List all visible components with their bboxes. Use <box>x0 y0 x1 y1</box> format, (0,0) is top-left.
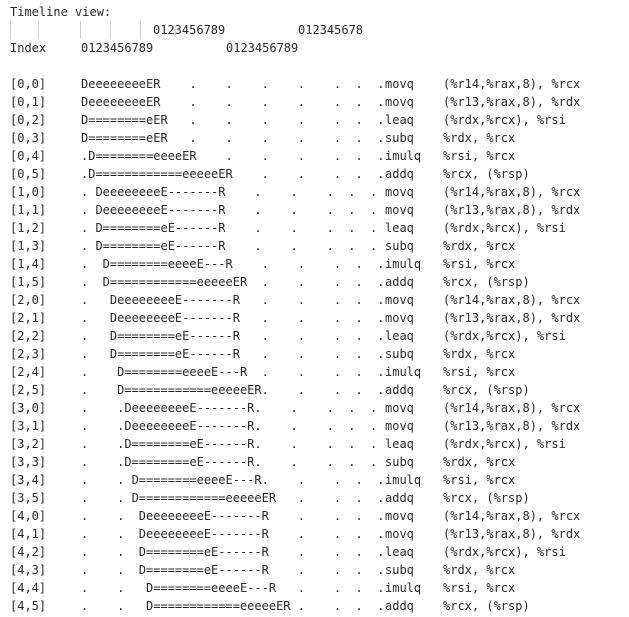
row-operands: (%rdx,%rcx), %rsi <box>443 113 566 127</box>
row-timeline: . D========eE------R . . . . . <box>81 221 378 235</box>
row-operands: %rcx, (%rsp) <box>443 383 530 397</box>
row-operands: (%r13,%rax,8), %rdx <box>443 419 581 433</box>
row-timeline: . D========eE------R . . . . . <box>81 239 378 253</box>
row-operands: %rcx, (%rsp) <box>443 275 530 289</box>
row-timeline: . . D============eeeeeER . . . . <box>81 599 385 613</box>
row-timeline: . D============eeeeeER. . . . . <box>81 383 385 397</box>
row-operands: (%r14,%rax,8), %rcx <box>443 509 581 523</box>
separator-line <box>80 21 81 39</box>
row-operands: %rsi, %rcx <box>443 365 516 379</box>
row-timeline: . .D========eE------R. . . . . <box>81 455 378 469</box>
row-opcode: addq <box>385 491 414 505</box>
row-timeline: . .D========eE------R. . . . . <box>81 437 378 451</box>
row-operands: (%r14,%rax,8), %rcx <box>443 185 581 199</box>
row-operands: %rcx, (%rsp) <box>443 167 530 181</box>
row-timeline: . DeeeeeeeeE-------R . . . . . <box>81 311 385 325</box>
row-opcode: movq <box>385 77 414 91</box>
row-operands: (%r13,%rax,8), %rdx <box>443 311 581 325</box>
row-index: [3,4] <box>10 473 47 487</box>
row-opcode: movq <box>385 311 414 325</box>
row-timeline: . . DeeeeeeeeE-------R . . . . <box>81 527 385 541</box>
row-operands: (%r14,%rax,8), %rcx <box>443 401 581 415</box>
row-index: [0,4] <box>10 149 47 163</box>
row-timeline: DeeeeeeeeER . . . . . . . <box>81 77 385 91</box>
row-index: [3,1] <box>10 419 47 433</box>
separator-line <box>110 21 111 39</box>
row-operands: %rsi, %rcx <box>443 257 516 271</box>
row-opcode: leaq <box>385 545 414 559</box>
row-timeline: . . D========eeeeE---R . . . . <box>81 581 385 595</box>
row-operands: (%rdx,%rcx), %rsi <box>443 329 566 343</box>
row-index: [4,1] <box>10 527 47 541</box>
row-timeline: . D========eeeeE---R . . . . . <box>81 365 385 379</box>
row-opcode: subq <box>385 455 414 469</box>
row-timeline: . D========eE------R . . . . . <box>81 329 385 343</box>
row-opcode: movq <box>385 293 414 307</box>
row-index: [0,0] <box>10 77 47 91</box>
row-opcode: addq <box>385 599 414 613</box>
row-index: [4,0] <box>10 509 47 523</box>
row-timeline: . DeeeeeeeeE-------R . . . . . <box>81 293 385 307</box>
digits-top-left: 0123456789 <box>153 23 226 37</box>
digits-top-right: 012345678 <box>298 23 364 37</box>
row-index: [1,2] <box>10 221 47 235</box>
row-timeline: . DeeeeeeeeE-------R . . . . . <box>81 185 378 199</box>
index-label: Index <box>10 41 47 55</box>
row-opcode: movq <box>385 509 414 523</box>
row-operands: %rdx, %rcx <box>443 131 516 145</box>
row-opcode: movq <box>385 527 414 541</box>
row-timeline: . . D========eE------R . . . . <box>81 563 385 577</box>
separator-line <box>140 21 141 39</box>
row-opcode: imulq <box>385 473 422 487</box>
row-opcode: movq <box>385 401 414 415</box>
row-opcode: movq <box>385 185 414 199</box>
row-timeline: DeeeeeeeeER . . . . . . . <box>81 95 385 109</box>
row-opcode: leaq <box>385 437 414 451</box>
row-timeline: .D============eeeeeER . . . . . <box>81 167 385 181</box>
row-opcode: addq <box>385 383 414 397</box>
row-index: [4,5] <box>10 599 47 613</box>
row-index: [0,2] <box>10 113 47 127</box>
row-index: [3,2] <box>10 437 47 451</box>
row-opcode: leaq <box>385 329 414 343</box>
row-timeline: . . D========eE------R . . . . <box>81 545 385 559</box>
header-index-row <box>0 39 299 57</box>
row-index: [1,3] <box>10 239 47 253</box>
row-index: [2,4] <box>10 365 47 379</box>
header-digits-top <box>0 21 364 39</box>
row-operands: (%rdx,%rcx), %rsi <box>443 221 566 235</box>
row-index: [1,0] <box>10 185 47 199</box>
row-index: [1,5] <box>10 275 47 289</box>
row-opcode: leaq <box>385 113 414 127</box>
row-opcode: subq <box>385 239 414 253</box>
title: Timeline view: <box>10 5 112 19</box>
row-timeline: . . DeeeeeeeeE-------R . . . . <box>81 509 385 523</box>
row-opcode: imulq <box>385 581 422 595</box>
row-index: [0,1] <box>10 95 47 109</box>
row-timeline: . D========eE------R . . . . . <box>81 347 385 361</box>
row-opcode: imulq <box>385 149 422 163</box>
row-opcode: imulq <box>385 365 422 379</box>
row-operands: %rdx, %rcx <box>443 347 516 361</box>
row-timeline: . DeeeeeeeeE-------R . . . . . <box>81 203 378 217</box>
row-index: [2,2] <box>10 329 47 343</box>
row-index: [2,3] <box>10 347 47 361</box>
row-index: [3,5] <box>10 491 47 505</box>
row-index: [3,3] <box>10 455 47 469</box>
row-operands: (%r13,%rax,8), %rdx <box>443 527 581 541</box>
row-timeline: . . D========eeeeE---R. . . . . <box>81 473 385 487</box>
row-opcode: addq <box>385 275 414 289</box>
row-opcode: leaq <box>385 221 414 235</box>
digits-bottom-left: 0123456789 <box>81 41 154 55</box>
row-opcode: addq <box>385 167 414 181</box>
row-operands: (%r14,%rax,8), %rcx <box>443 293 581 307</box>
row-operands: %rcx, (%rsp) <box>443 491 530 505</box>
row-timeline: . .DeeeeeeeeE-------R. . . . . <box>81 401 378 415</box>
row-operands: (%rdx,%rcx), %rsi <box>443 437 566 451</box>
row-operands: %rsi, %rcx <box>443 149 516 163</box>
row-opcode: movq <box>385 203 414 217</box>
row-operands: %rdx, %rcx <box>443 455 516 469</box>
row-opcode: movq <box>385 419 414 433</box>
row-index: [1,1] <box>10 203 47 217</box>
row-operands: %rdx, %rcx <box>443 239 516 253</box>
row-timeline: . .DeeeeeeeeE-------R. . . . . <box>81 419 378 433</box>
row-opcode: subq <box>385 347 414 361</box>
row-index: [2,1] <box>10 311 47 325</box>
row-index: [4,2] <box>10 545 47 559</box>
row-operands: %rsi, %rcx <box>443 473 516 487</box>
row-opcode: subq <box>385 563 414 577</box>
row-index: [4,3] <box>10 563 47 577</box>
row-timeline: . . D============eeeeeER . . . . <box>81 491 385 505</box>
row-index: [2,5] <box>10 383 47 397</box>
digits-bottom-right: 0123456789 <box>226 41 299 55</box>
row-operands: %rsi, %rcx <box>443 581 516 595</box>
row-operands: (%r14,%rax,8), %rcx <box>443 77 581 91</box>
row-operands: (%r13,%rax,8), %rdx <box>443 203 581 217</box>
row-index: [3,0] <box>10 401 47 415</box>
row-index: [1,4] <box>10 257 47 271</box>
row-opcode: movq <box>385 95 414 109</box>
row-opcode: subq <box>385 131 414 145</box>
row-operands: %rcx, (%rsp) <box>443 599 530 613</box>
separator-line <box>38 21 39 39</box>
row-timeline: D========eER . . . . . . . <box>81 113 385 127</box>
row-timeline: D========eER . . . . . . . <box>81 131 385 145</box>
row-operands: (%r13,%rax,8), %rdx <box>443 95 581 109</box>
row-operands: (%rdx,%rcx), %rsi <box>443 545 566 559</box>
row-timeline: .D========eeeeER . . . . . . <box>81 149 385 163</box>
row-opcode: imulq <box>385 257 422 271</box>
row-timeline: . D========eeeeE---R . . . . . <box>81 257 385 271</box>
row-timeline: . D============eeeeeER . . . . . <box>81 275 385 289</box>
row-operands: %rdx, %rcx <box>443 563 516 577</box>
row-index: [0,5] <box>10 167 47 181</box>
row-index: [2,0] <box>10 293 47 307</box>
row-index: [0,3] <box>10 131 47 145</box>
row-index: [4,4] <box>10 581 47 595</box>
